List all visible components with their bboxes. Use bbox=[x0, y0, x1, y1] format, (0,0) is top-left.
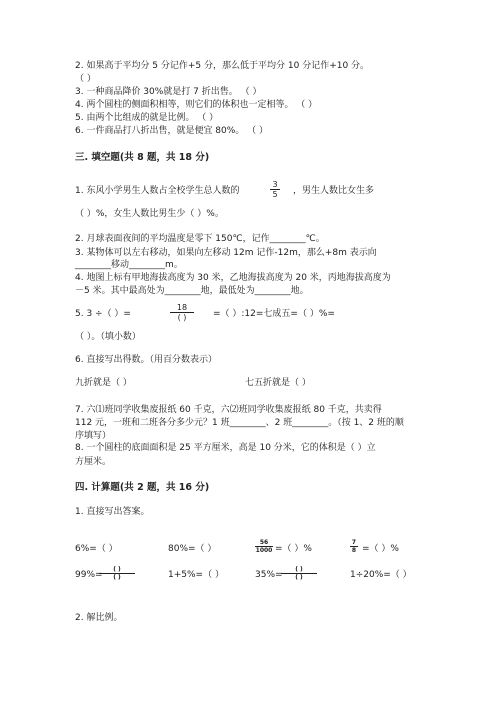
fill-q5-part1: 5. 3 ÷（ ）= bbox=[75, 309, 131, 319]
fill-q4-line2: －5 米。其中最高处为________地，最低处为________地。 bbox=[75, 286, 309, 296]
fill-q5-line2: （ ）。（填小数） bbox=[75, 332, 141, 342]
fill-q7-line1: 7. 六⑴班同学收集废报纸 60 千克，六⑵班同学收集废报纸 80 千克，共卖得 bbox=[75, 405, 382, 415]
fill-q6: 6. 直接写出得数。（用百分数表示） bbox=[75, 355, 217, 365]
fraction-denominator: ( ) bbox=[113, 574, 121, 581]
fraction-numerator: 56 bbox=[259, 539, 269, 546]
calc-r1-c2: 80%=（ ） bbox=[168, 544, 217, 554]
judge-q5: 5. 由两个比组成的就是比例。 （ ） bbox=[75, 113, 219, 123]
calc-r1-c3: =（ ）% bbox=[275, 544, 312, 554]
fraction-blank-35 bbox=[281, 566, 317, 581]
fraction-denominator: 5 bbox=[272, 190, 278, 199]
fraction-denominator: ( ) bbox=[295, 574, 303, 581]
calc-r1-c1: 6%=（ ） bbox=[75, 544, 118, 554]
fill-q1-line1a: 1. 东风小学男生人数占全校学生总人数的 bbox=[75, 186, 240, 196]
judge-q2-line1: 2. 如果高于平均分 5 分记作+5 分，那么低于平均分 10 分记作+10 分。 bbox=[75, 61, 370, 71]
judge-q3: 3. 一种商品降价 30%就是打 7 折出售。 （ ） bbox=[75, 87, 262, 97]
fraction-numerator: ( ) bbox=[113, 566, 121, 573]
fraction-numerator: 3 bbox=[272, 180, 278, 189]
calc-r2-c1: 99%= bbox=[75, 570, 103, 580]
fill-q2: 2. 月球表面夜间的平均温度是零下 150℃，记作________℃。 bbox=[75, 234, 325, 244]
fill-q7-line2: 112 元，一班和二班各分多少元？1 班________、2 班________。（按 1、2 班的顺 bbox=[75, 418, 404, 428]
fill-q1-line1b: ，男生人数比女生多 bbox=[293, 186, 375, 196]
fill-q8-line1: 8. 一个圆柱的底面面积是 25 平方厘米，高是 10 分米，它的体积是（ ）立 bbox=[75, 443, 376, 453]
fill-q1-line2: （ ）%，女生人数比男生少（ ）%。 bbox=[75, 209, 224, 219]
fill-q4-line1: 4. 地图上标有甲地海拔高度为 30 米，乙地海拔高度为 20 米，丙地海拔高度为 bbox=[75, 273, 391, 283]
fraction-blank-99 bbox=[99, 566, 135, 581]
calc-q2: 2. 解比例。 bbox=[75, 613, 123, 623]
fill-q6-right: 七五折就是（ ） bbox=[245, 378, 311, 388]
judge-q4: 4. 两个圆柱的侧面积相等，则它们的体积也一定相等。 （ ） bbox=[75, 100, 318, 110]
fill-q3-line1: 3. 某物体可以左右移动，如果向左移动 12m 记作-12m，那么+8m 表示向 bbox=[75, 248, 377, 258]
fraction-three-fifths bbox=[270, 180, 280, 199]
fill-q6-left: 九折就是（ ） bbox=[75, 378, 132, 388]
fraction-numerator: 7 bbox=[351, 539, 357, 546]
calc-q1: 1. 直接写出答案。 bbox=[75, 507, 150, 517]
fraction-numerator: 18 bbox=[176, 303, 188, 312]
section-heading-calc: 四. 计算题(共 2 题，共 16 分) bbox=[75, 482, 210, 493]
fraction-numerator: ( ) bbox=[295, 566, 303, 573]
calc-r2-c3: 35%= bbox=[255, 570, 283, 580]
fraction-denominator: 8 bbox=[351, 547, 357, 554]
calc-r2-c2: 1+5%=（ ） bbox=[168, 570, 224, 580]
fraction-denominator: 1000 bbox=[255, 547, 273, 554]
calc-r2-c4: 1÷20%=（ ） bbox=[350, 570, 412, 580]
fraction-seven-eighths bbox=[350, 539, 358, 554]
fill-q5-part2: =（ ）:12=七成五=（ ）%= bbox=[213, 309, 335, 319]
judge-q2-line2: （ ） bbox=[75, 74, 96, 84]
fraction-56-over-1000 bbox=[255, 539, 273, 554]
fill-q3-line2: ________移动________m。 bbox=[75, 260, 183, 270]
section-heading-fill: 三. 填空题(共 8 题，共 18 分) bbox=[75, 152, 210, 163]
fill-q7-line3: 序填写） bbox=[75, 431, 112, 441]
fraction-18-over-blank bbox=[170, 303, 194, 322]
judge-q6: 6. 一件商品打八折出售，就是便宜 80%。 （ ） bbox=[75, 126, 269, 136]
calc-r1-c4: =（ ）% bbox=[362, 544, 399, 554]
fill-q8-line2: 方厘米。 bbox=[75, 457, 112, 467]
fraction-denominator: ( ) bbox=[177, 313, 187, 322]
